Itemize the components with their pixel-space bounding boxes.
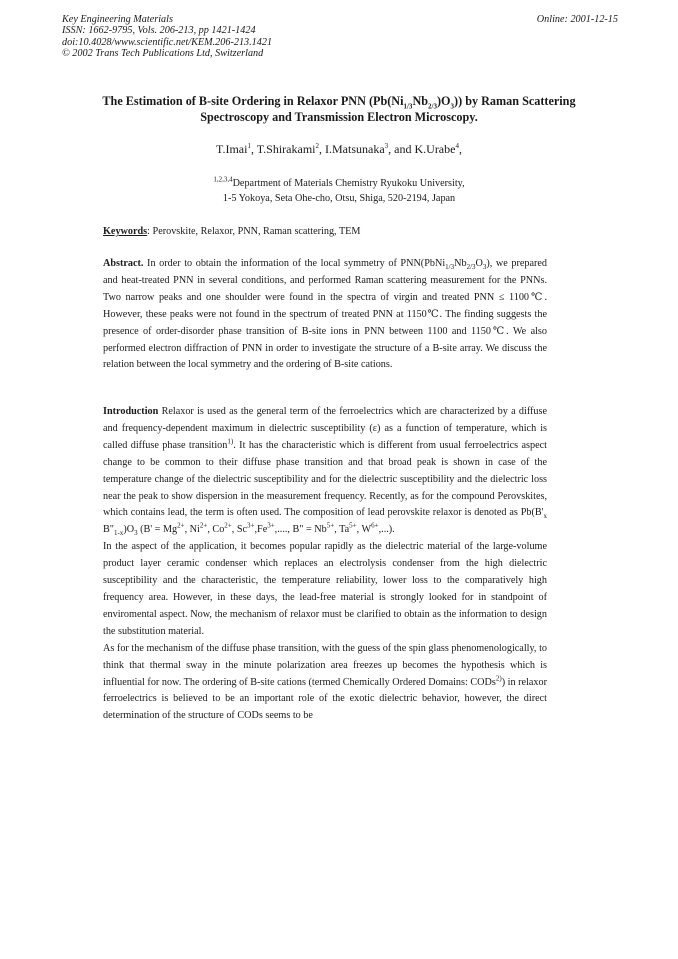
abstract-label: Abstract. — [103, 258, 144, 269]
abstract: Abstract. In order to obtain the information of the local symmetry of $PNN(PbNi_{1/3}Nb_{2/3}O_3)$, we prepared and heat-treated PNN in several conditions, and performed Raman scattering measurement for the PNNs. Two narrow peaks and one shoulder were found in the spectra of virgin and treated PNN ≤ 1100℃. However, these peaks were not found in the spectrum of treated PNN at 1150℃. The finding suggests the presence of order-disorder phase transition of B-site ions in PNN between 1100 and 1150℃. We also performed electron diffraction of PNN in order to investigate the structure of a B-site array. We discuss the relation between the local symmetry and the ordering of B-site cations. — [103, 258, 548, 371]
running-header — [62, 14, 618, 60]
affiliation: $^{1,2,3,4}$Department of Materials Chemistry Ryukoku University, 1-5 Yokoya, Seta Ohe-cho, Otsu, Shiga, 520-2194, Japan — [213, 175, 465, 204]
author-list: T.Imai$^1$, T.Shirakami$^2$, I.Matsunaka$^3$, and K.Urabe$^4$, — [216, 142, 462, 156]
journal-name: Key Engineering Materials — [62, 14, 173, 25]
online-date: Online: 2001-12-15 — [536, 14, 618, 25]
keywords: Keywords: Perovskite, Relaxor, PNN, Raman scattering, TEM — [103, 226, 361, 237]
intro-paragraph-3: As for the mechanism of the diffuse phase transition, with the guess of the spin glass phenomenologically, to think that thermal sway in the minute polarization area freezes up becomes the hypothesis which is influential for now. The ordering of B-site cations (termed Chemically Ordered Domains: CODs$^{2)}$) in relaxor ferroelectrics is believed to be an important role of the exotic dielectric behavior, however, the direct determination of the structure of CODs seems to be — [103, 642, 547, 722]
intro-paragraph-2: In the aspect of the application, it becomes popular rapidly as the dielectric material of the large-volume product layer ceramic condenser which replaces an electrolysis condenser from the high dielectric susceptibility and the characteristic, the temperature reliability, lower loss to the comparatively high frequency area. However, in these days, the lead-free material is strongly looked for in standpoint of enviromental aspect. Now, the mechanism of relaxor must be clarified to obtain as the information to design the substitution material. — [103, 541, 547, 637]
doi-line: doi:10.4028/www.scientific.net/KEM.206-213.1421 — [62, 36, 273, 48]
introduction-section — [103, 404, 547, 725]
intro-paragraph-1: Introduction Relaxor is used as the general term of the ferroelectrics which are characterized by a diffuse and frequency-dependent maximum in dielectric susceptibility (ε) as a function of temperature, which is called diffuse phase transition$^{1)}$. It has the characteristic which is different from usual ferroelectrics aspect change to be common to their diffuse phase transition and that broad peak is shown in case of the temperature change of the dielectric susceptibility and for the dielectric susceptibility and the dielectric loss near the peak to show dispersion in the measurement frequency. Recently, as for the compound Perovskites, which contains lead, the term is often used. The composition of lead perovskite relaxor is denoted as $Pb(B'_x$ $B"_{1-x})O_3$ ($B' = Mg^{2+}$, $Ni^{2+}$, $Co^{2+}$, $Sc^{3+},Fe^{3+}$,...., B" = $Nb^{5+}$, $Ta^{5+}$, $W^{6+}$,...). — [103, 406, 547, 538]
copyright-line: © 2002 Trans Tech Publications Ltd, Switzerland — [62, 48, 264, 60]
keywords-label: Keywords — [103, 226, 148, 237]
introduction-heading: Introduction — [103, 406, 159, 417]
paper-title: The Estimation of B-site Ordering in Relaxor PNN $(Pb(Ni_{1/3}Nb_{2/3})O_3)$) by Raman Scattering Spectroscopy and Transmission Electron Microscopy. — [102, 94, 576, 124]
issn-line: ISSN: 1662-9795, Vols. 206-213, pp 1421-1424 — [62, 25, 256, 37]
